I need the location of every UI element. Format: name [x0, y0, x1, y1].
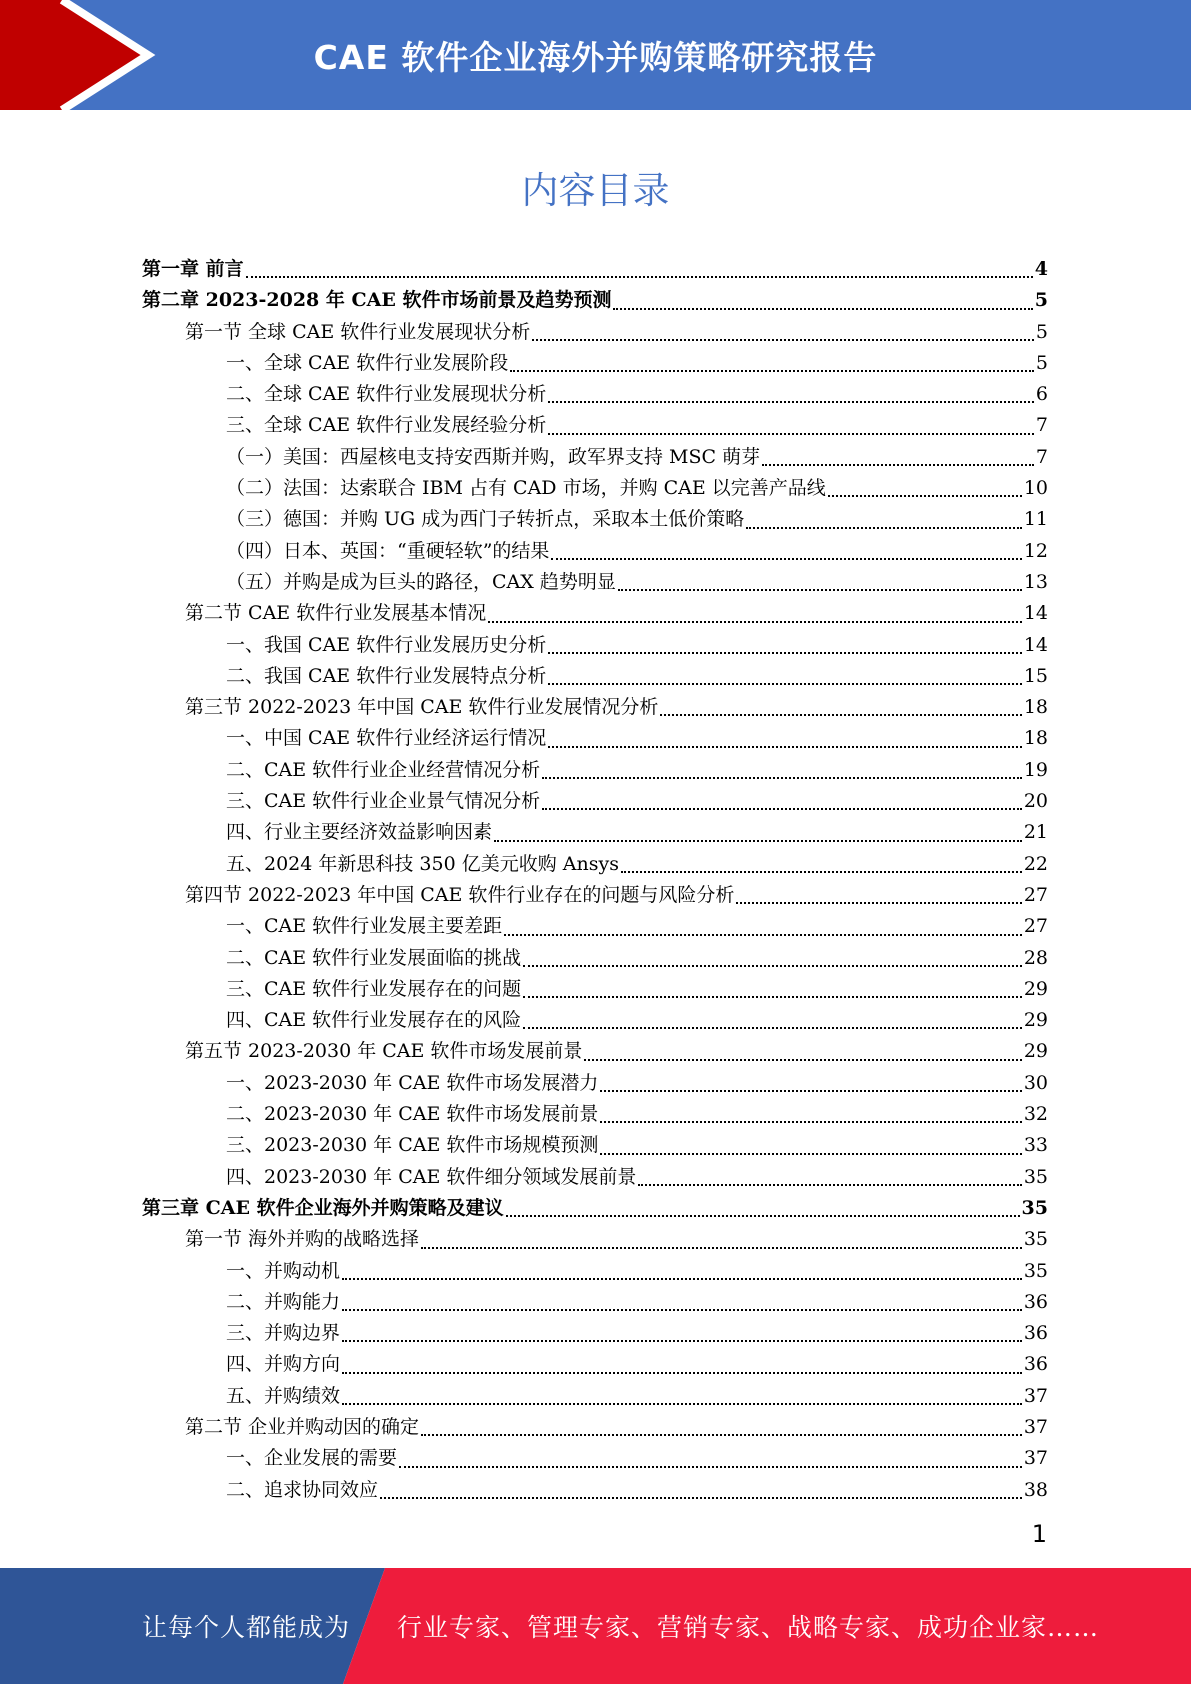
toc-entry-page: 38: [1023, 1478, 1048, 1501]
toc-entry[interactable]: [142, 473, 1048, 504]
toc-leader-dots: [380, 1497, 1022, 1499]
toc-entry-page: 35: [1023, 1165, 1048, 1188]
toc-entry[interactable]: [142, 285, 1048, 316]
toc-entry[interactable]: [142, 630, 1048, 661]
toc-entry[interactable]: [142, 1068, 1048, 1099]
toc-leader-dots: [421, 1434, 1022, 1436]
toc-entry-title: 一、并购动机: [226, 1259, 341, 1282]
toc-leader-dots: [542, 777, 1022, 779]
toc-leader-dots: [504, 934, 1022, 936]
toc-leader-dots: [523, 965, 1022, 967]
toc-entry[interactable]: [142, 1162, 1048, 1193]
toc-entry-title: （五）并购是成为巨头的路径，CAX 趋势明显: [226, 570, 616, 593]
toc-leader-dots: [488, 621, 1022, 623]
toc-entry-title: 三、全球 CAE 软件行业发展经验分析: [226, 414, 547, 437]
toc-leader-dots: [548, 652, 1022, 654]
toc-leader-dots: [523, 996, 1022, 998]
toc-entry-title: 二、追求协同效应: [226, 1478, 379, 1501]
toc-leader-dots: [746, 527, 1022, 529]
page-number: 1: [1031, 1520, 1047, 1548]
toc-entry-page: 13: [1023, 570, 1048, 593]
toc-leader-dots: [342, 1403, 1022, 1405]
toc-entry[interactable]: [142, 598, 1048, 629]
toc-entry[interactable]: [142, 849, 1048, 880]
toc-leader-dots: [342, 1340, 1022, 1342]
toc-entry[interactable]: [142, 567, 1048, 598]
toc-entry-title: 一、企业发展的需要: [226, 1447, 398, 1470]
toc-entry-page: 12: [1023, 539, 1048, 562]
toc-entry-page: 32: [1023, 1103, 1048, 1126]
toc-entry-title: 四、行业主要经济效益影响因素: [226, 821, 493, 844]
toc-entry[interactable]: [142, 348, 1048, 379]
toc-entry-title: 五、并购绩效: [226, 1384, 341, 1407]
toc-entry-title: 二、CAE 软件行业企业经营情况分析: [226, 758, 541, 781]
toc-entry-title: （二）法国：达索联合 IBM 占有 CAD 市场，并购 CAE 以完善产品线: [226, 477, 826, 500]
toc-entry-title: 二、我国 CAE 软件行业发展特点分析: [226, 664, 547, 687]
toc-entry-page: 35: [1023, 1228, 1048, 1251]
toc-entry[interactable]: [142, 974, 1048, 1005]
toc-entry[interactable]: [142, 1256, 1048, 1287]
toc-entry-title: 一、我国 CAE 软件行业发展历史分析: [226, 633, 547, 656]
toc-entry-title: 一、全球 CAE 软件行业发展阶段: [226, 351, 509, 374]
footer-slogan-left: 让每个人都能成为: [142, 1613, 351, 1642]
toc-leader-dots: [548, 401, 1034, 403]
toc-entry-page: 5: [1035, 320, 1048, 343]
toc-entry-title: 三、CAE 软件行业企业景气情况分析: [226, 790, 541, 813]
toc-entry[interactable]: [142, 410, 1048, 441]
toc-entry-page: 21: [1023, 821, 1048, 844]
toc-entry-title: 第五节 2023-2030 年 CAE 软件市场发展前景: [185, 1040, 583, 1063]
toc-leader-dots: [618, 589, 1022, 591]
toc-entry-title: （四）日本、英国：“重硬轻软”的结果: [226, 539, 550, 562]
toc-leader-dots: [342, 1372, 1022, 1374]
toc-heading: 内容目录: [521, 169, 670, 212]
toc-entry[interactable]: [142, 880, 1048, 911]
toc-entry-title: 一、CAE 软件行业发展主要差距: [226, 915, 503, 938]
toc-leader-dots: [621, 871, 1022, 873]
toc-entry-page: 33: [1023, 1134, 1048, 1157]
toc-entry[interactable]: [142, 1318, 1048, 1349]
toc-leader-dots: [600, 1090, 1021, 1092]
table-of-contents: [142, 254, 1048, 1506]
toc-entry[interactable]: [142, 692, 1048, 723]
toc-entry-page: 5: [1035, 351, 1048, 374]
toc-entry[interactable]: [142, 254, 1048, 285]
toc-entry-title: 第三章 CAE 软件企业海外并购策略及建议: [142, 1196, 504, 1219]
toc-leader-dots: [510, 370, 1034, 372]
toc-leader-dots: [660, 714, 1021, 716]
toc-entry[interactable]: [142, 1193, 1048, 1224]
toc-entry-title: 五、2024 年新思科技 350 亿美元收购 Ansys: [226, 852, 619, 875]
toc-entry[interactable]: [142, 1036, 1048, 1067]
toc-entry[interactable]: [142, 661, 1048, 692]
toc-entry-title: 第二节 企业并购动因的确定: [185, 1415, 420, 1438]
toc-entry[interactable]: [142, 1099, 1048, 1130]
toc-leader-dots: [638, 1184, 1021, 1186]
toc-entry[interactable]: [142, 1443, 1048, 1474]
toc-entry-title: 三、CAE 软件行业发展存在的问题: [226, 977, 522, 1000]
toc-leader-dots: [399, 1466, 1022, 1468]
toc-entry-page: 20: [1023, 790, 1048, 813]
toc-entry[interactable]: [142, 723, 1048, 754]
toc-entry-page: 19: [1023, 758, 1048, 781]
toc-leader-dots: [246, 276, 1033, 278]
toc-entry-page: 15: [1023, 664, 1048, 687]
toc-entry-title: 第二章 2023-2028 年 CAE 软件市场前景及趋势预测: [142, 289, 612, 312]
toc-leader-dots: [600, 1121, 1021, 1123]
toc-entry-page: 37: [1023, 1384, 1048, 1407]
toc-entry-title: 二、并购能力: [226, 1290, 341, 1313]
toc-leader-dots: [342, 1278, 1022, 1280]
toc-entry-page: 7: [1035, 445, 1048, 468]
toc-leader-dots: [551, 558, 1021, 560]
toc-entry[interactable]: [142, 786, 1048, 817]
toc-entry[interactable]: [142, 504, 1048, 535]
toc-entry-page: 27: [1023, 915, 1048, 938]
toc-entry-page: 10: [1023, 477, 1048, 500]
toc-leader-dots: [532, 339, 1034, 341]
toc-entry-title: 四、2023-2030 年 CAE 软件细分领域发展前景: [226, 1165, 637, 1188]
toc-entry[interactable]: [142, 1412, 1048, 1443]
toc-entry-title: 第三节 2022-2023 年中国 CAE 软件行业发展情况分析: [185, 696, 659, 719]
toc-entry-title: 二、2023-2030 年 CAE 软件市场发展前景: [226, 1103, 599, 1126]
toc-leader-dots: [523, 1027, 1022, 1029]
toc-leader-dots: [736, 902, 1021, 904]
toc-entry-page: 7: [1035, 414, 1048, 437]
toc-entry-page: 4: [1034, 258, 1048, 280]
toc-entry[interactable]: [142, 943, 1048, 974]
toc-leader-dots: [494, 840, 1022, 842]
report-title: CAE 软件企业海外并购策略研究报告: [313, 37, 878, 77]
toc-entry-title: 第一章 前言: [142, 258, 244, 280]
toc-entry-page: 27: [1023, 883, 1048, 906]
toc-entry-title: 二、CAE 软件行业发展面临的挑战: [226, 946, 522, 969]
toc-entry[interactable]: [142, 1381, 1048, 1412]
toc-entry[interactable]: [142, 1005, 1048, 1036]
toc-entry-page: 6: [1035, 383, 1048, 406]
toc-entry-page: 5: [1034, 289, 1048, 312]
toc-entry[interactable]: [142, 755, 1048, 786]
toc-leader-dots: [542, 808, 1022, 810]
toc-entry[interactable]: [142, 536, 1048, 567]
toc-leader-dots: [506, 1215, 1020, 1217]
toc-entry-title: 第一节 全球 CAE 软件行业发展现状分析: [185, 320, 531, 343]
footer-band: [0, 1568, 1191, 1684]
toc-entry-title: 一、2023-2030 年 CAE 软件市场发展潜力: [226, 1071, 599, 1094]
toc-entry[interactable]: [142, 1287, 1048, 1318]
toc-entry-page: 29: [1023, 977, 1048, 1000]
toc-leader-dots: [548, 433, 1034, 435]
toc-entry-title: 四、CAE 软件行业发展存在的风险: [226, 1009, 522, 1032]
toc-entry-page: 36: [1023, 1322, 1048, 1345]
toc-leader-dots: [421, 1247, 1022, 1249]
toc-entry[interactable]: [142, 1349, 1048, 1380]
toc-entry-page: 14: [1023, 602, 1048, 625]
toc-entry[interactable]: [142, 1475, 1048, 1506]
toc-entry-page: 18: [1023, 727, 1048, 750]
toc-entry-title: 三、2023-2030 年 CAE 软件市场规模预测: [226, 1134, 599, 1157]
toc-entry-title: 一、中国 CAE 软件行业经济运行情况: [226, 727, 547, 750]
toc-entry-page: 35: [1021, 1196, 1048, 1219]
toc-leader-dots: [613, 308, 1032, 310]
toc-entry-title: 第二节 CAE 软件行业发展基本情况: [185, 602, 487, 625]
toc-leader-dots: [548, 746, 1022, 748]
toc-entry[interactable]: [142, 1130, 1048, 1161]
toc-entry-page: 36: [1023, 1290, 1048, 1313]
toc-leader-dots: [828, 495, 1022, 497]
toc-leader-dots: [548, 683, 1022, 685]
toc-entry-title: 四、并购方向: [226, 1353, 341, 1376]
toc-entry-title: 第四节 2022-2023 年中国 CAE 软件行业存在的问题与风险分析: [185, 883, 735, 906]
toc-entry-page: 29: [1023, 1009, 1048, 1032]
toc-entry-title: 第一节 海外并购的战略选择: [185, 1228, 420, 1251]
toc-entry-page: 36: [1023, 1353, 1048, 1376]
toc-entry[interactable]: [142, 442, 1048, 473]
toc-entry-title: （一）美国：西屋核电支持安西斯并购，政军界支持 MSC 萌芽: [226, 445, 761, 468]
toc-entry-page: 35: [1023, 1259, 1048, 1282]
toc-entry-page: 37: [1023, 1447, 1048, 1470]
header-band: [0, 0, 1191, 110]
toc-entry[interactable]: [142, 379, 1048, 410]
footer-slogan-right: 行业专家、管理专家、营销专家、战略专家、成功企业家……: [397, 1613, 1100, 1642]
toc-entry-page: 22: [1023, 852, 1048, 875]
toc-entry-page: 37: [1023, 1415, 1048, 1438]
toc-entry-page: 30: [1023, 1071, 1048, 1094]
toc-entry-title: 三、并购边界: [226, 1322, 341, 1345]
toc-entry-page: 28: [1023, 946, 1048, 969]
toc-leader-dots: [600, 1153, 1021, 1155]
toc-leader-dots: [584, 1059, 1021, 1061]
toc-entry-title: （三）德国：并购 UG 成为西门子转折点，采取本土低价策略: [226, 508, 745, 531]
toc-leader-dots: [762, 464, 1034, 466]
toc-entry[interactable]: [142, 911, 1048, 942]
toc-leader-dots: [342, 1309, 1022, 1311]
toc-entry-page: 29: [1023, 1040, 1048, 1063]
toc-entry-title: 二、全球 CAE 软件行业发展现状分析: [226, 383, 547, 406]
toc-entry-page: 14: [1023, 633, 1048, 656]
toc-entry-page: 11: [1023, 508, 1048, 531]
toc-entry[interactable]: [142, 317, 1048, 348]
toc-entry[interactable]: [142, 817, 1048, 848]
toc-entry-page: 18: [1023, 696, 1048, 719]
toc-entry[interactable]: [142, 1224, 1048, 1255]
